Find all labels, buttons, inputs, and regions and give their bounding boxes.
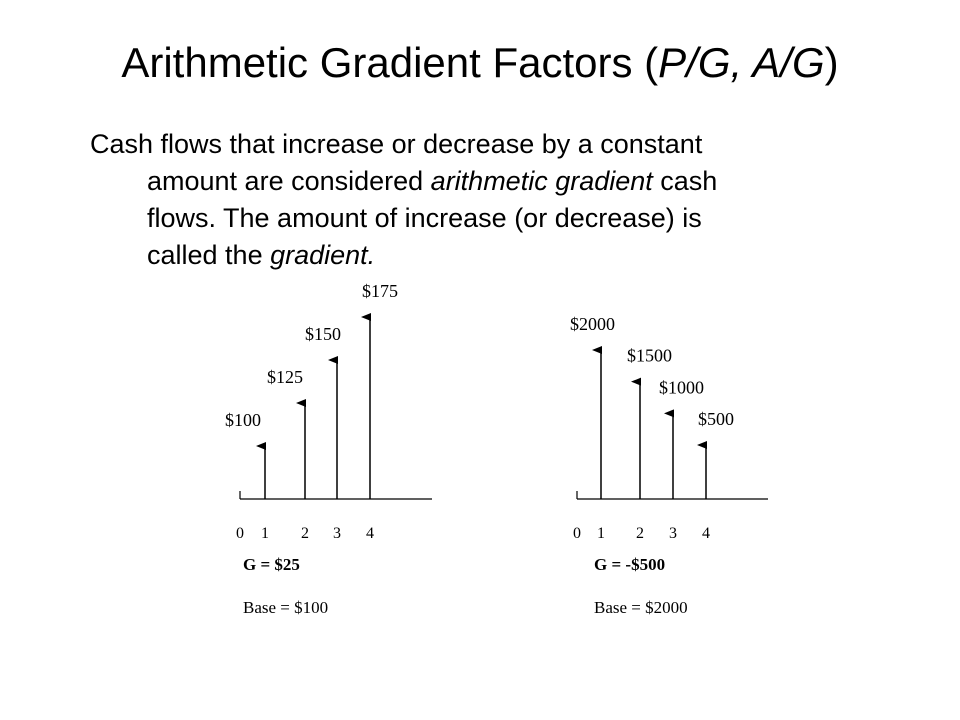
cash-flow-label-3: $1000	[659, 377, 704, 398]
gradient-label: G = -$500	[594, 555, 666, 574]
base-label: Base = $2000	[594, 598, 688, 617]
period-label-1: 1	[261, 525, 269, 542]
body-line-3: flows. The amount of increase (or decrease) is	[147, 203, 702, 233]
body-line-1: Cash flows that increase or decrease by a constant	[90, 129, 703, 159]
period-label-4: 4	[702, 525, 710, 542]
cash-flow-label-2: $1500	[627, 345, 672, 366]
cash-flow-diagram-2	[570, 314, 768, 617]
gradient-label: G = $25	[243, 555, 300, 574]
period-label-3: 3	[333, 525, 341, 542]
period-label-2: 2	[636, 525, 644, 542]
title-suffix: )	[824, 39, 839, 86]
body-line-2-italic: arithmetic gradient	[430, 166, 653, 196]
base-label: Base = $100	[243, 598, 329, 617]
cash-flow-label-3: $150	[305, 324, 341, 344]
period-label-4: 4	[366, 525, 374, 542]
body-line-2-b: cash	[652, 166, 718, 196]
period-label-1: 1	[597, 525, 605, 542]
cash-flow-label-2: $125	[267, 367, 303, 387]
cash-flow-label-1: $2000	[570, 314, 615, 334]
cash-flow-diagram-1	[225, 281, 432, 617]
body-line-4-a: called the	[147, 240, 271, 270]
title-prefix: Arithmetic Gradient Factors (	[121, 39, 659, 86]
body-line-4-italic: gradient.	[270, 240, 376, 270]
period-label-2: 2	[301, 525, 309, 542]
title-italic: P/G, A/G	[658, 39, 825, 86]
body-line-2-a: amount are considered	[147, 166, 431, 196]
period-label-0: 0	[236, 525, 244, 542]
period-label-3: 3	[669, 525, 677, 542]
period-label-0: 0	[573, 525, 581, 542]
cash-flow-label-1: $100	[225, 410, 261, 430]
cash-flow-label-4: $175	[362, 281, 398, 301]
cash-flow-label-4: $500	[698, 409, 734, 429]
